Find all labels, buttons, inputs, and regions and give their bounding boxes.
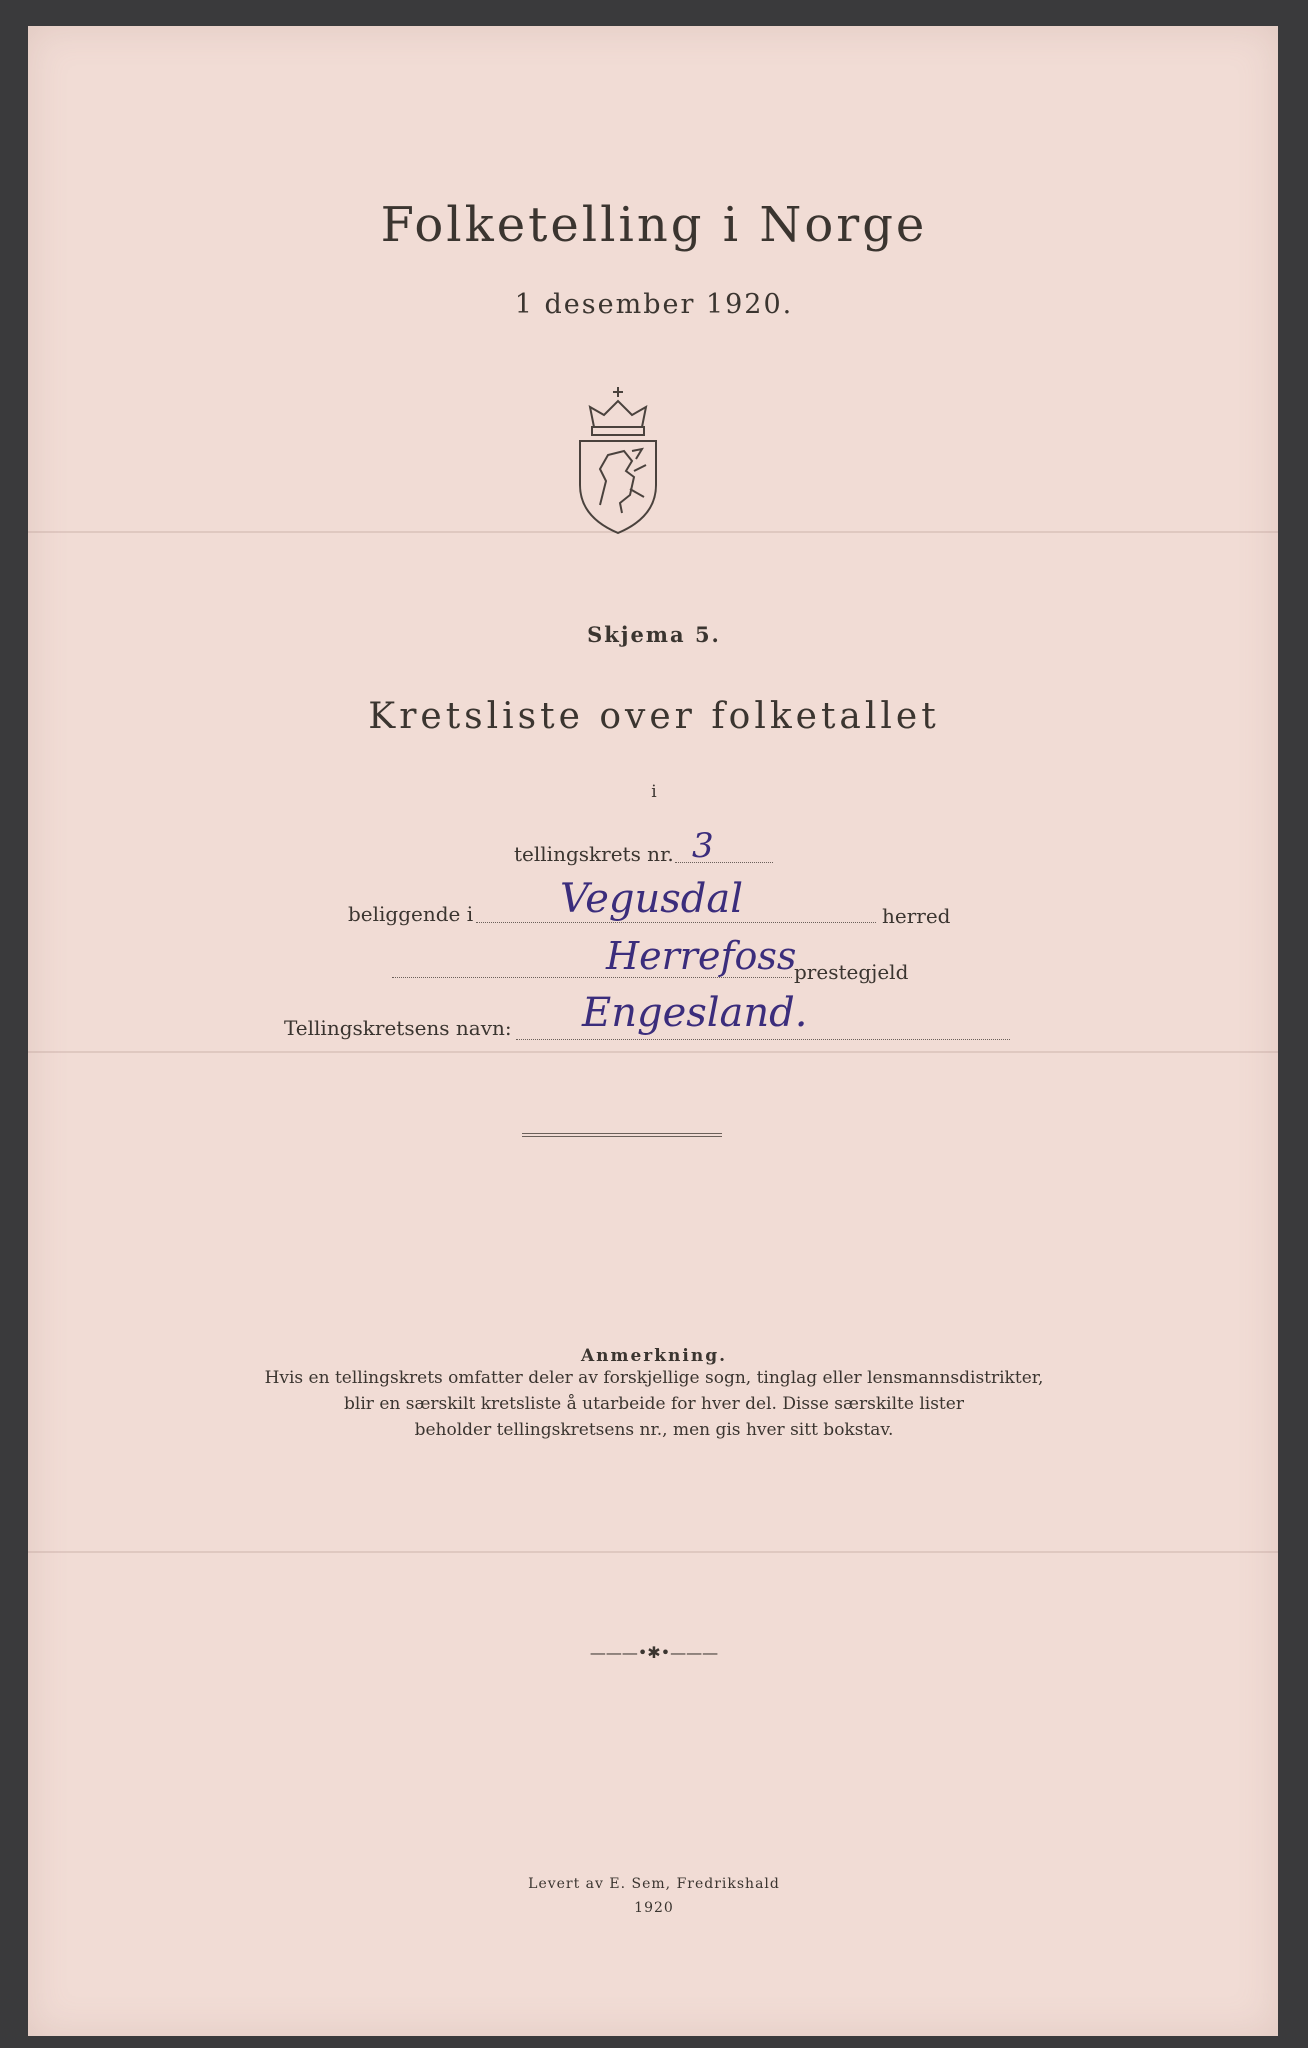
note-line-3: beholder tellingskretsens nr., men gis hver sitt bokstav. bbox=[414, 1420, 894, 1440]
schema-number: Skjema 5. bbox=[587, 622, 721, 647]
krets-label: tellingskrets nr. bbox=[514, 842, 674, 866]
divider-rule bbox=[522, 1133, 722, 1137]
printer-year: 1920 bbox=[634, 1900, 674, 1916]
prestegjeld-suffix: prestegjeld bbox=[794, 960, 909, 984]
norway-coat-of-arms-icon bbox=[572, 385, 664, 535]
page-title: Folketelling i Norge bbox=[380, 197, 928, 253]
note-line-2: blir en særskilt kretsliste å utarbeide for hver del. Disse særskilte lister bbox=[344, 1394, 964, 1414]
preposition: i bbox=[651, 782, 657, 802]
note-heading: Anmerkning. bbox=[580, 1346, 728, 1366]
form-subtitle: Kretsliste over folketallet bbox=[368, 696, 940, 737]
ornament-divider: ———•✱•——— bbox=[589, 1643, 719, 1662]
prestegjeld-field[interactable]: Herrefoss bbox=[606, 934, 797, 978]
fold-line bbox=[28, 1551, 1278, 1553]
herred-field[interactable]: Vegusdal bbox=[560, 876, 744, 922]
navn-line bbox=[516, 1039, 1010, 1040]
herred-prefix: beliggende i bbox=[348, 902, 474, 926]
printer-line: Levert av E. Sem, Fredrikshald bbox=[528, 1876, 780, 1892]
census-date: 1 desember 1920. bbox=[514, 289, 794, 320]
krets-line bbox=[675, 862, 773, 863]
herred-line bbox=[476, 922, 876, 923]
navn-label: Tellingskretsens navn: bbox=[284, 1016, 512, 1040]
herred-suffix: herred bbox=[882, 904, 951, 928]
navn-field[interactable]: Engesland. bbox=[582, 990, 808, 1036]
note-line-1: Hvis en tellingskrets omfatter deler av forskjellige sogn, tinglag eller lensmannsdistrikter, bbox=[264, 1368, 1044, 1388]
fold-line bbox=[28, 1051, 1278, 1053]
krets-number-field[interactable]: 3 bbox=[692, 826, 714, 866]
